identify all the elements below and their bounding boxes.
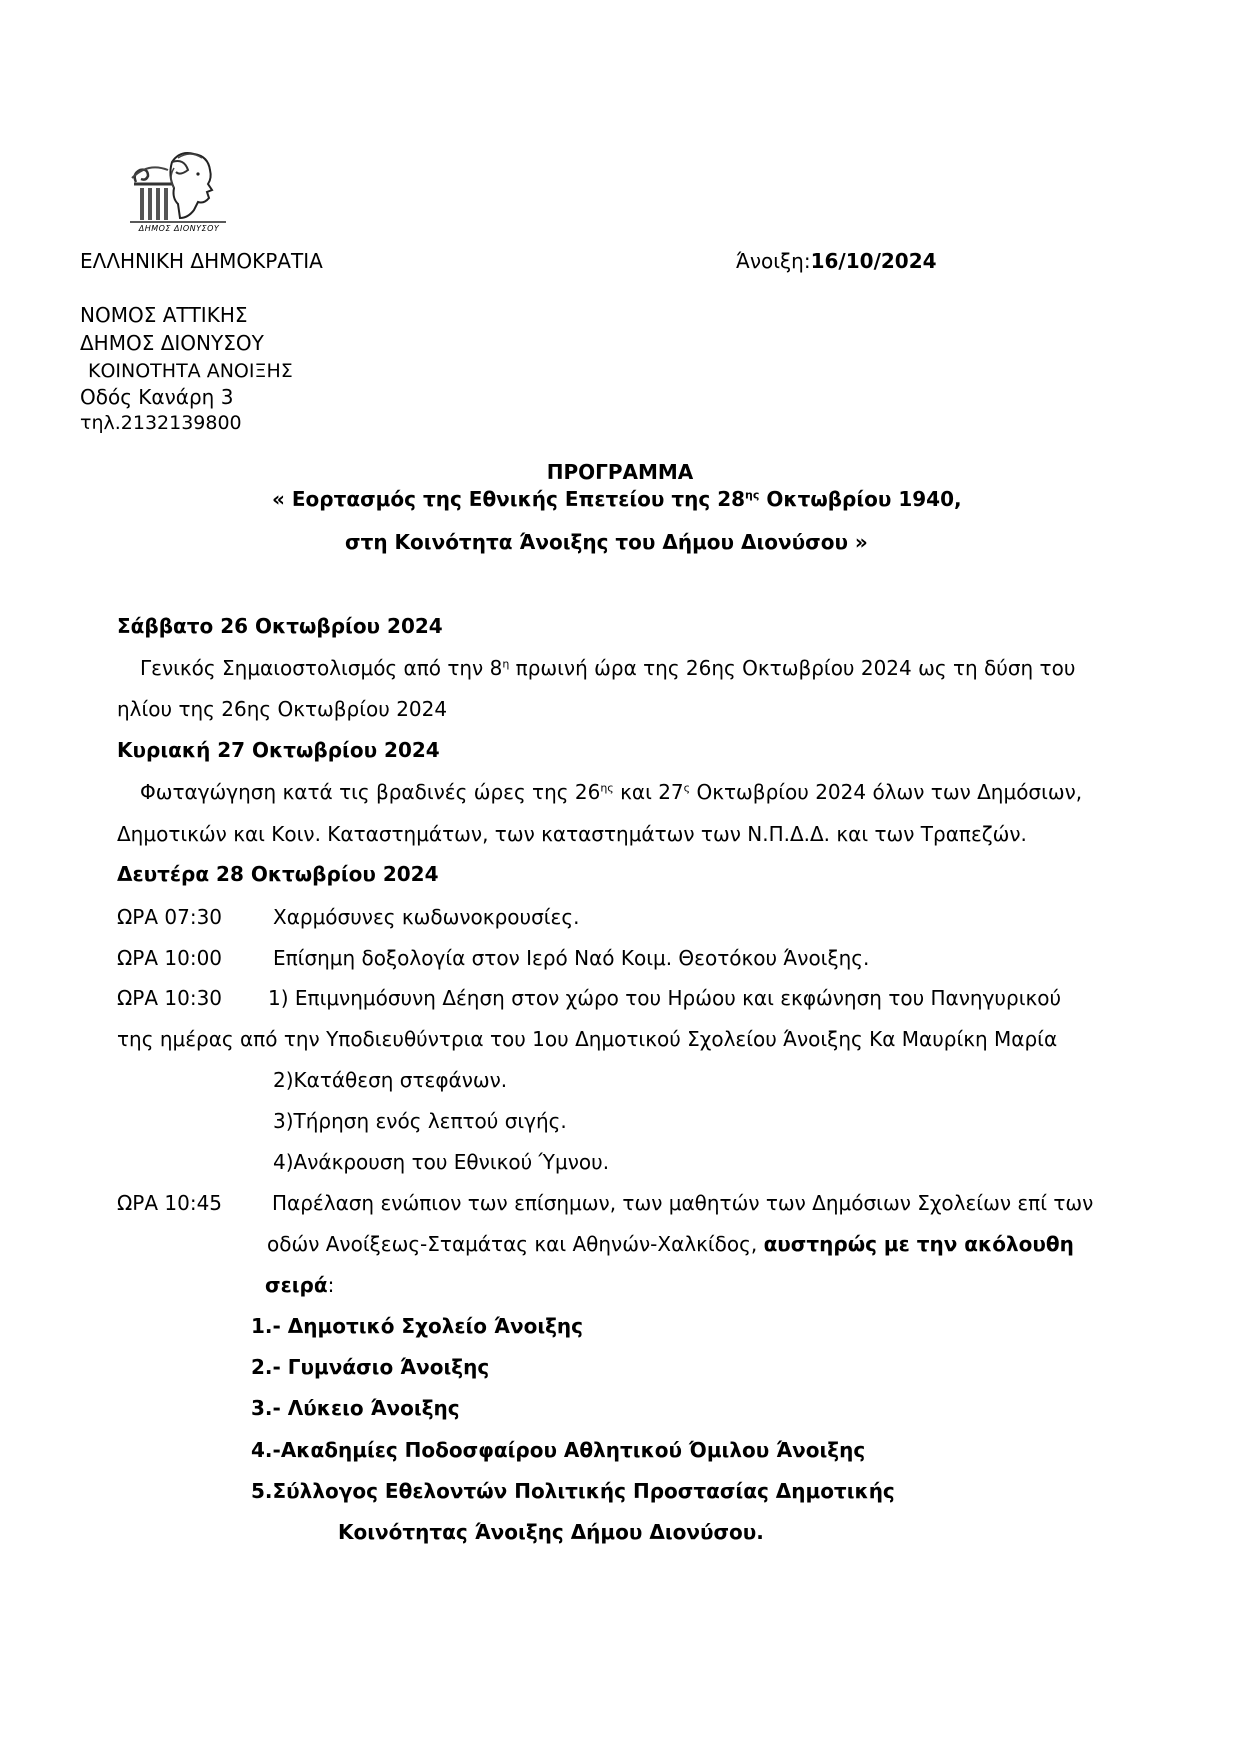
- ionic-capital-head-icon: [128, 148, 230, 236]
- event-3-item-4: 4)Ανάκρουση του Εθνικού Ύμνου.: [273, 1150, 610, 1174]
- order-item-2: 2.- Γυμνάσιο Άνοιξης: [251, 1355, 490, 1379]
- order-item-5-line-1: 5.Σύλλογος Εθελοντών Πολιτικής Προστασίας Δημοτικής: [251, 1479, 895, 1503]
- order-item-4: 4.-Ακαδημίες Ποδοσφαίρου Αθλητικού Όμιλου Άνοιξης: [251, 1438, 866, 1462]
- event-2-text: Επίσημη δοξολογία στον Ιερό Ναό Κοιμ. Θεοτόκου Άνοιξης.: [273, 946, 870, 970]
- event-4-text-3-colon: :: [327, 1273, 335, 1297]
- event-3-text-1: 1) Επιμνημόσυνη Δέηση στον χώρο του Ηρώου και εκφώνηση του Πανηγυρικού: [268, 986, 1062, 1010]
- event-4-text-3: [265, 1273, 334, 1297]
- street-address: Οδός Κανάρη 3: [80, 385, 234, 409]
- prefecture-label: ΝΟΜΟΣ ΑΤΤΙΚΗΣ: [80, 303, 248, 327]
- order-item-3: 3.- Λύκειο Άνοιξης: [251, 1396, 460, 1420]
- title-line-2: στη Κοινότητα Άνοιξης του Δήμου Διονύσου »: [345, 530, 868, 554]
- sunday-text-b: και 27: [613, 780, 684, 804]
- event-1-text: Χαρμόσυνες κωδωνοκρουσίες.: [273, 905, 580, 929]
- sunday-superscript-2: ς: [683, 781, 691, 795]
- logo-caption: ΔΗΜΟΣ ΔΙΟΝΥΣΟΥ: [138, 224, 220, 233]
- sunday-line-1: [140, 780, 1082, 804]
- event-4-text-2: [267, 1232, 1074, 1256]
- municipality-label: ΔΗΜΟΣ ΔΙΟΝΥΣΟΥ: [80, 331, 264, 355]
- sunday-text-c: Οκτωβρίου 2024 όλων των Δημόσιων,: [690, 780, 1083, 804]
- sunday-superscript-1: ης: [600, 781, 614, 795]
- sunday-line-2: Δημοτικών και Κοιν. Καταστημάτων, των καταστημάτων των Ν.Π.Δ.Δ. και των Τραπεζών.: [117, 822, 1027, 846]
- order-item-1: 1.- Δημοτικό Σχολείο Άνοιξης: [251, 1314, 584, 1338]
- title-line-1-end: Οκτωβρίου 1940,: [759, 487, 962, 511]
- title-line-1-text: « Εορτασμός της Εθνικής Επετείου της 28: [272, 487, 746, 511]
- place-label: Άνοιξη:: [736, 249, 811, 273]
- event-4-time: ΩΡΑ 10:45: [117, 1191, 223, 1215]
- event-3-item-3: 3)Τήρηση ενός λεπτού σιγής.: [273, 1109, 567, 1133]
- republic-label: ΕΛΛΗΝΙΚΗ ΔΗΜΟΚΡΑΤΙΑ: [80, 249, 323, 273]
- date-value: 16/10/2024: [810, 249, 937, 273]
- municipality-logo: [128, 148, 230, 236]
- event-2-time: ΩΡΑ 10:00: [117, 946, 223, 970]
- title-line-1: [272, 487, 962, 511]
- event-3-text-2: της ημέρας από την Υποδιευθύντρια του 1ου Δημοτικού Σχολείου Άνοιξης Κα Μαυρίκη Μαρία: [117, 1027, 1058, 1051]
- saturday-line-2: ηλίου της 26ης Οκτωβρίου 2024: [117, 697, 448, 721]
- saturday-text-a: Γενικός Σημαιοστολισμός από την 8: [140, 656, 503, 680]
- program-heading: ΠΡΟΓΡΑΜΜΑ: [546, 460, 694, 484]
- sunday-text-a: Φωταγώγηση κατά τις βραδινές ώρες της 26: [140, 780, 601, 804]
- sunday-heading: Κυριακή 27 Οκτωβρίου 2024: [117, 738, 440, 762]
- saturday-heading: Σάββατο 26 Οκτωβρίου 2024: [117, 614, 443, 638]
- event-3-time: ΩΡΑ 10:30: [117, 986, 223, 1010]
- event-4-text-1: Παρέλαση ενώπιον των επίσημων, των μαθητών των Δημόσιων Σχολείων επί των: [272, 1191, 1094, 1215]
- phone-number: τηλ.2132139800: [80, 412, 242, 434]
- saturday-line-1: [140, 656, 1075, 680]
- community-label: ΚΟΙΝΟΤΗΤΑ ΑΝΟΙΞΗΣ: [88, 360, 293, 382]
- order-item-5-line-2: Κοινότητας Άνοιξης Δήμου Διονύσου.: [338, 1520, 764, 1544]
- monday-heading: Δευτέρα 28 Οκτωβρίου 2024: [117, 862, 439, 886]
- event-4-text-3-bold: σειρά: [265, 1273, 328, 1297]
- title-superscript: ης: [745, 488, 760, 502]
- document-date: [736, 249, 937, 273]
- event-3-item-2: 2)Κατάθεση στεφάνων.: [273, 1068, 508, 1092]
- event-4-text-2-bold: αυστηρώς με την ακόλουθη: [763, 1232, 1074, 1256]
- saturday-superscript: η: [502, 657, 510, 671]
- event-4-text-2-plain: οδών Ανοίξεως-Σταμάτας και Αθηνών-Χαλκίδος,: [267, 1232, 764, 1256]
- event-1-time: ΩΡΑ 07:30: [117, 905, 223, 929]
- saturday-text-b: πρωινή ώρα της 26ης Οκτωβρίου 2024 ως τη δύση του: [509, 656, 1076, 680]
